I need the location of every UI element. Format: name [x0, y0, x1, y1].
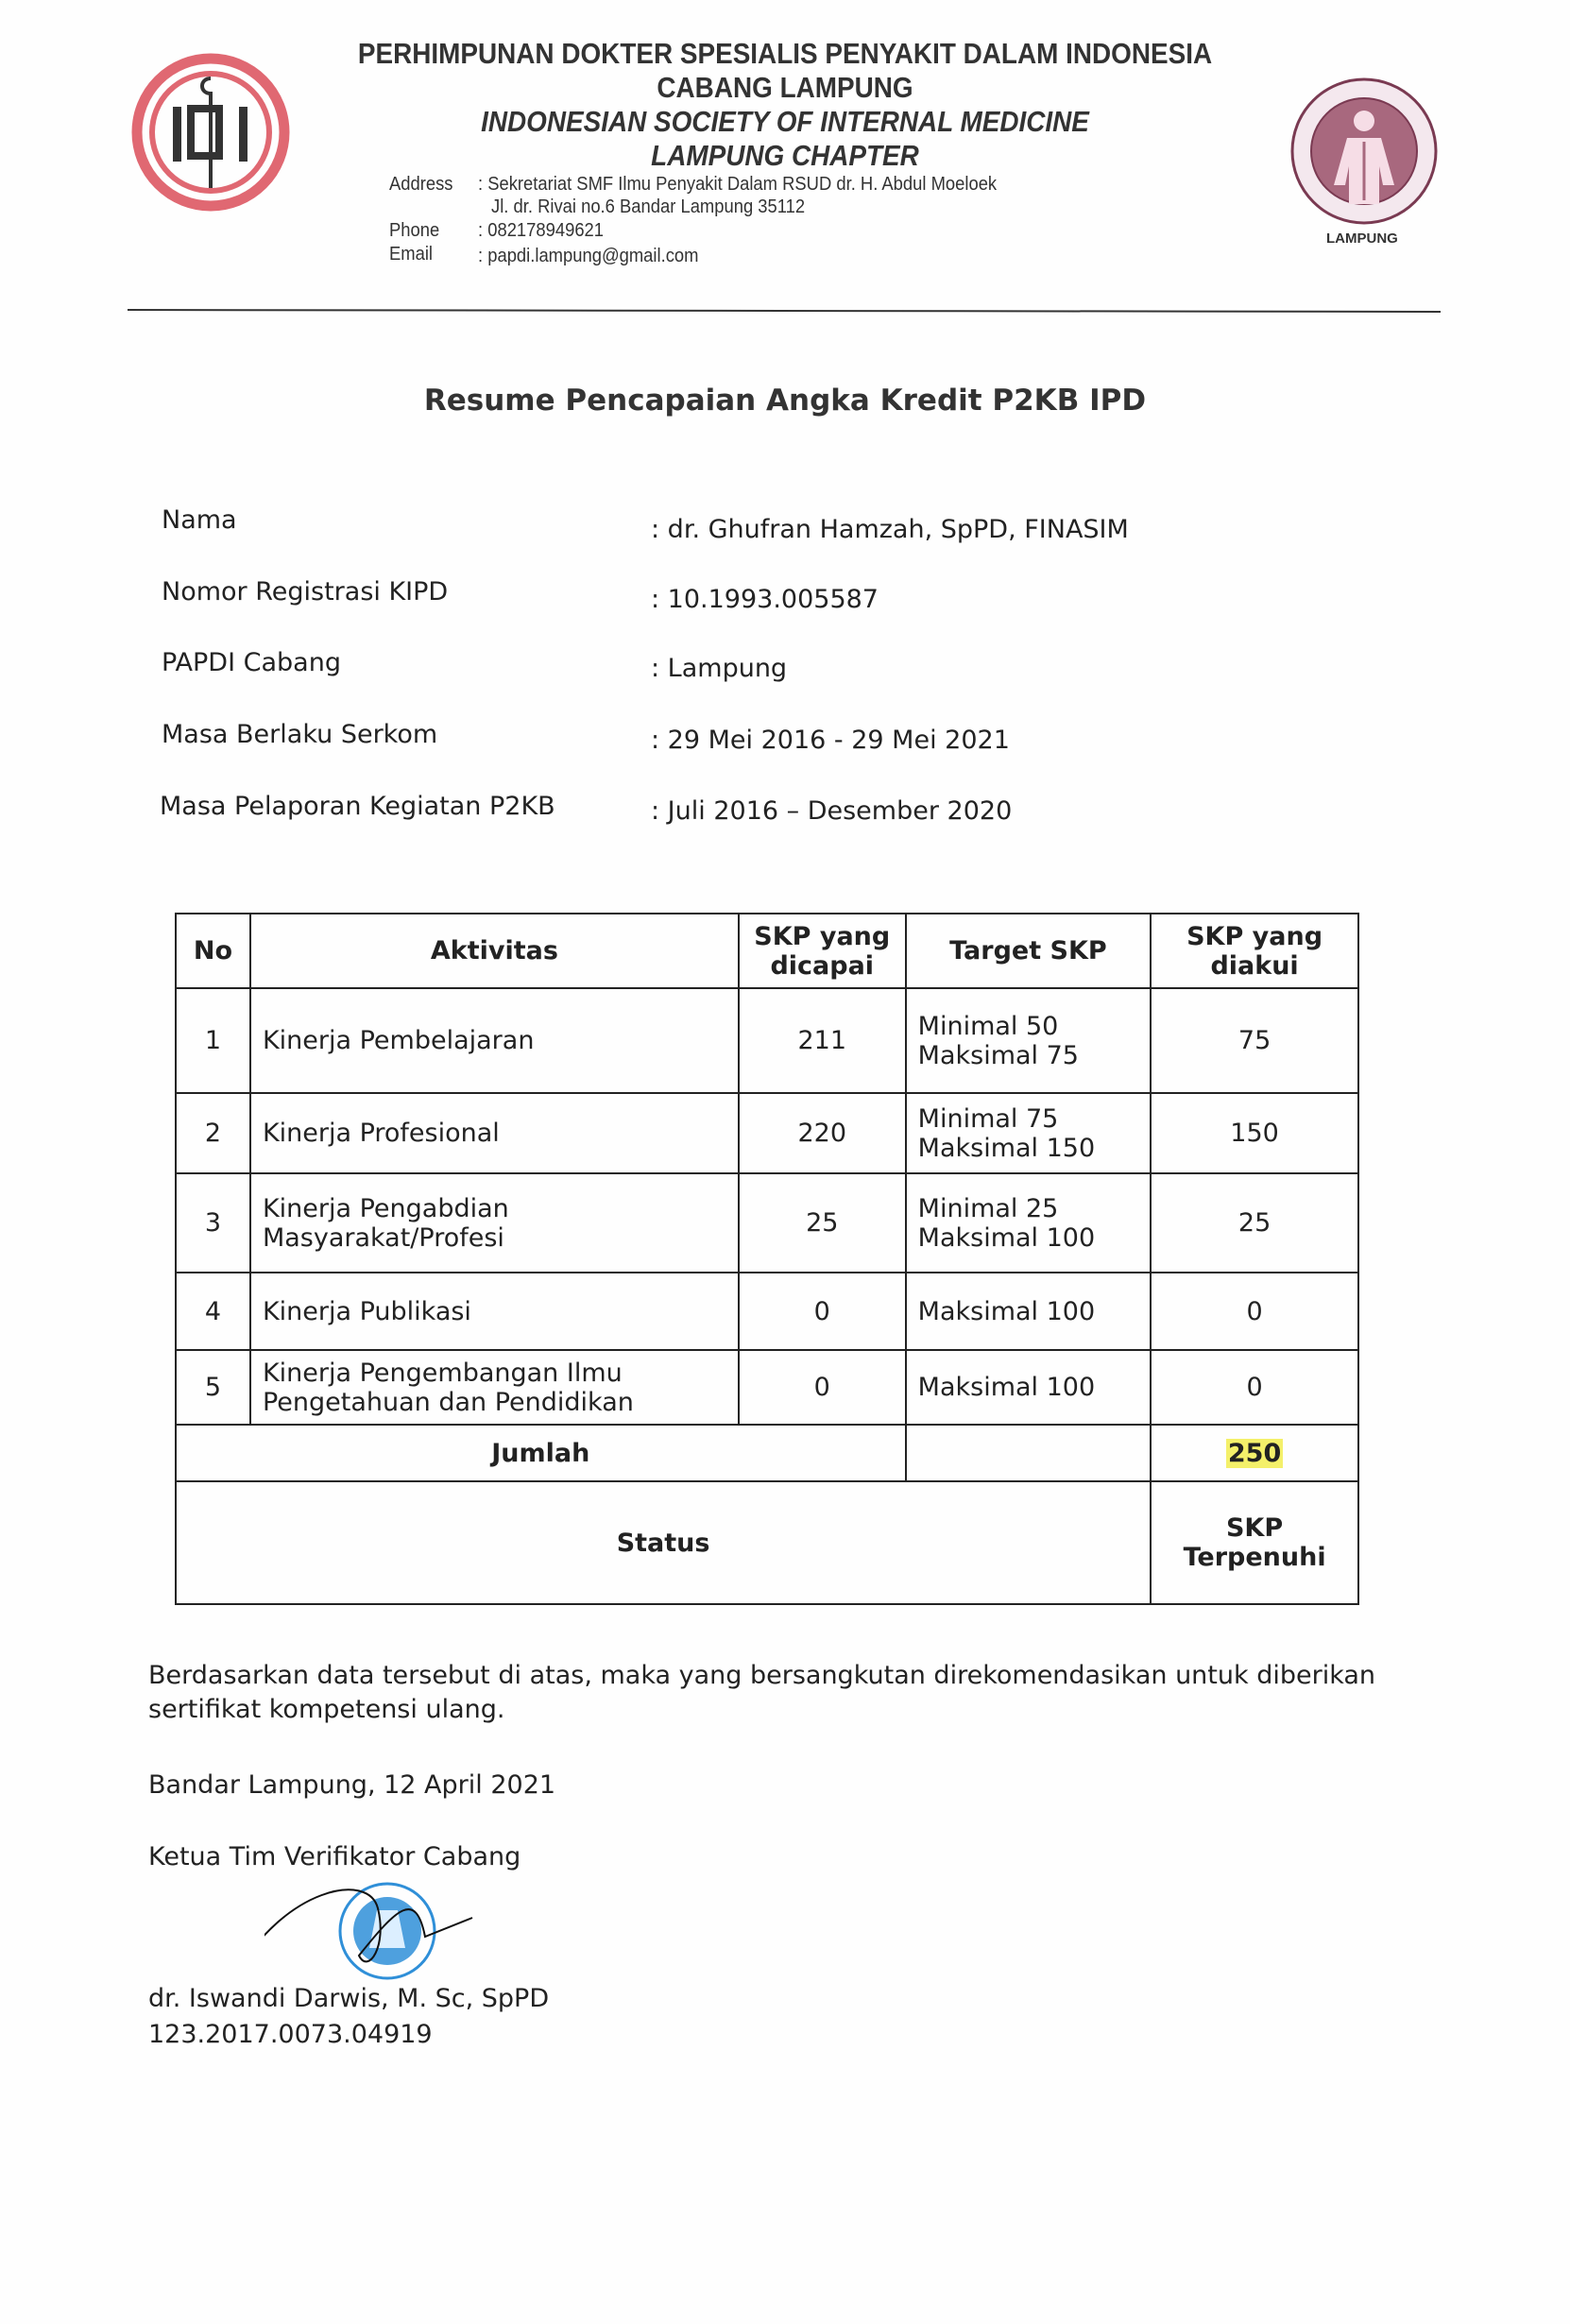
header-target: Target SKP — [906, 914, 1152, 988]
header-line-2: CABANG LAMPUNG — [657, 71, 913, 104]
signer-role: Ketua Tim Verifikator Cabang — [148, 1842, 521, 1871]
papdi-logo-caption: LAMPUNG — [1326, 231, 1398, 247]
info-label-serkom: Masa Berlaku Serkom — [162, 720, 438, 749]
jumlah-value: 250 — [1227, 1438, 1282, 1468]
cell-aktivitas: Kinerja Pengabdian Masyarakat/Profesi — [250, 1173, 739, 1273]
info-label-pelaporan: Masa Pelaporan Kegiatan P2KB — [160, 792, 555, 821]
table-row — [176, 988, 1358, 1093]
idi-logo — [130, 52, 291, 213]
target-max: Maksimal 150 — [917, 1133, 1096, 1163]
cell-diakui: 150 — [1151, 1093, 1358, 1173]
info-value-serkom: : 29 Mei 2016 - 29 Mei 2021 — [651, 726, 1010, 755]
cell-diakui: 0 — [1151, 1273, 1358, 1350]
status-row — [176, 1481, 1358, 1604]
address-line-1: : Sekretariat SMF Ilmu Penyakit Dalam RSUD dr. H. Abdul Moeloek — [478, 174, 998, 195]
email-value: : papdi.lampung@gmail.com — [478, 246, 699, 266]
cell-aktivitas: Kinerja Pengembangan Ilmu Pengetahuan dan Pendidikan — [250, 1350, 739, 1425]
address-label: Address — [389, 174, 453, 195]
skp-table — [175, 913, 1359, 1605]
header-line-4: LAMPUNG CHAPTER — [651, 139, 919, 172]
table-row — [176, 1350, 1358, 1425]
header-aktivitas: Aktivitas — [250, 914, 739, 988]
cell-no: 5 — [176, 1350, 250, 1425]
table-row — [176, 1093, 1358, 1173]
target-min: Minimal 25 — [917, 1193, 1059, 1223]
cell-dicapai: 211 — [739, 988, 906, 1093]
table-row — [176, 1173, 1358, 1273]
table-row — [176, 1273, 1358, 1350]
jumlah-cell — [1151, 1425, 1358, 1481]
info-label-cabang: PAPDI Cabang — [162, 648, 341, 677]
target-min: Minimal 75 — [917, 1103, 1059, 1134]
header-dicapai: SKP yang dicapai — [739, 914, 906, 988]
cell-aktivitas: Kinerja Profesional — [250, 1093, 739, 1173]
cell-aktivitas: Kinerja Pembelajaran — [250, 988, 739, 1093]
cell-target — [906, 988, 1152, 1093]
cell-target — [906, 1173, 1152, 1273]
info-value-nama: : dr. Ghufran Hamzah, SpPD, FINASIM — [651, 515, 1129, 544]
header-diakui: SKP yang diakui — [1151, 914, 1358, 988]
info-value-cabang: : Lampung — [651, 654, 788, 683]
cell-aktivitas: Kinerja Publikasi — [250, 1273, 739, 1350]
header-rule — [128, 309, 1441, 313]
document-title: Resume Pencapaian Angka Kredit P2KB IPD — [423, 384, 1147, 418]
info-label-nama: Nama — [162, 505, 237, 535]
cell-dicapai: 220 — [739, 1093, 906, 1173]
phone-value: : 082178949621 — [478, 220, 605, 241]
table-header-row — [176, 914, 1358, 988]
info-value-pelaporan: : Juli 2016 – Desember 2020 — [651, 796, 1013, 826]
target-max: Maksimal 100 — [917, 1222, 1096, 1253]
papdi-logo — [1288, 76, 1440, 229]
cell-target: Maksimal 100 — [906, 1273, 1152, 1350]
header-line-1: PERHIMPUNAN DOKTER SPESIALIS PENYAKIT DALAM INDONESIA — [357, 37, 1213, 70]
cell-no: 3 — [176, 1173, 250, 1273]
header-line-3: INDONESIAN SOCIETY OF INTERNAL MEDICINE — [481, 105, 1089, 138]
email-label: Email — [389, 244, 434, 265]
cell-no: 2 — [176, 1093, 250, 1173]
info-value-registrasi: : 10.1993.005587 — [651, 585, 879, 614]
place-date: Bandar Lampung, 12 April 2021 — [148, 1770, 556, 1800]
cell-no: 4 — [176, 1273, 250, 1350]
cell-dicapai: 0 — [739, 1273, 906, 1350]
signer-name: dr. Iswandi Darwis, M. Sc, SpPD — [148, 1984, 550, 2013]
target-min: Minimal 50 — [917, 1011, 1059, 1041]
signer-registration: 123.2017.0073.04919 — [148, 2020, 433, 2049]
phone-label: Phone — [389, 220, 440, 241]
cell-diakui: 75 — [1151, 988, 1358, 1093]
stamp-icon — [265, 1880, 510, 1982]
cell-dicapai: 0 — [739, 1350, 906, 1425]
cell-diakui: 0 — [1151, 1350, 1358, 1425]
cell-no: 1 — [176, 988, 250, 1093]
cell-diakui: 25 — [1151, 1173, 1358, 1273]
header-no: No — [176, 914, 250, 988]
target-max: Maksimal 75 — [917, 1040, 1079, 1070]
status-value: SKP Terpenuhi — [1151, 1481, 1358, 1604]
info-label-registrasi: Nomor Registrasi KIPD — [162, 577, 449, 607]
cell-dicapai: 25 — [739, 1173, 906, 1273]
jumlah-label: Jumlah — [176, 1425, 906, 1481]
jumlah-empty — [906, 1425, 1152, 1481]
status-label: Status — [176, 1481, 1151, 1604]
jumlah-row — [176, 1425, 1358, 1481]
cell-target — [906, 1093, 1152, 1173]
recommendation-text: Berdasarkan data tersebut di atas, maka yang bersangkutan direkomendasikan untuk diberikan sertifikat kompetensi ulang. — [148, 1661, 1376, 1724]
address-line-2: Jl. dr. Rivai no.6 Bandar Lampung 35112 — [491, 197, 806, 217]
cell-target: Maksimal 100 — [906, 1350, 1152, 1425]
